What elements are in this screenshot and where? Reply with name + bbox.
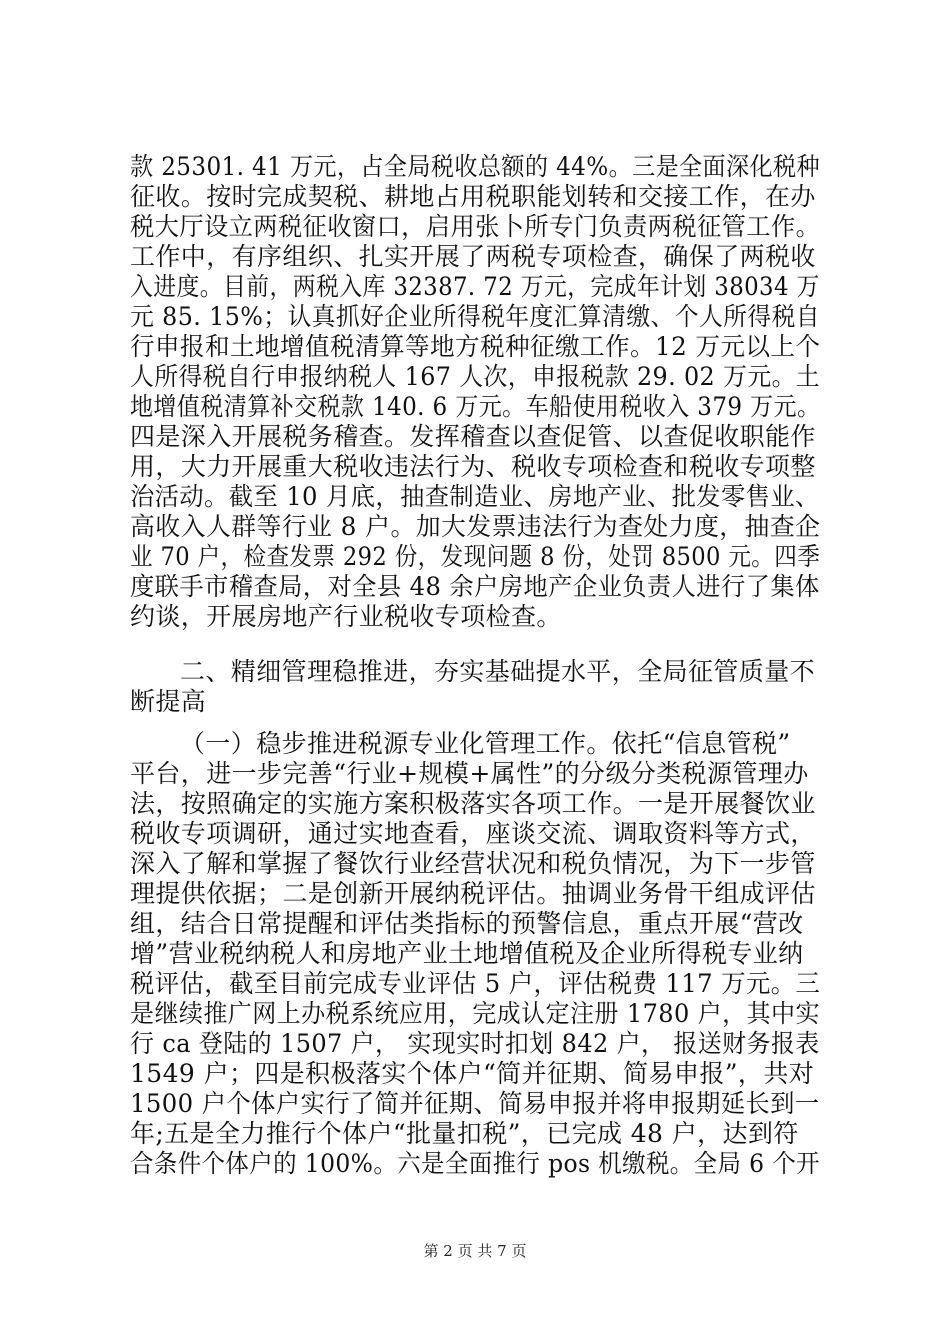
text-line: 四是深入开展税务稽查。发挥稽查以查促管、以查促收职能作 <box>130 422 816 451</box>
text-line: 1549 户；四是积极落实个体户“简并征期、简易申报”，共对 <box>130 1059 815 1088</box>
text-line: 税大厅设立两税征收窗口，启用张卜所专门负责两税征管工作。 <box>130 212 821 241</box>
text-line: 款 25301. 41 万元，占全局税收总额的 44%。三是全面深化税种 <box>130 152 821 181</box>
text-line: 用，大力开展重大税收违法行为、税收专项检查和税收专项整 <box>130 452 816 481</box>
text-line: 平台，进一步完善“行业+规模+属性”的分级分类税源管理办 <box>130 759 809 788</box>
text-line: 元 85. 15%；认真抓好企业所得税年度汇算清缴、个人所得税自 <box>130 302 821 331</box>
text-line: 深入了解和掌握了餐饮行业经营状况和税负情况，为下一步管 <box>130 849 816 878</box>
page-number: 第 2 页 共 7 页 <box>423 1242 527 1260</box>
text-line: 是继续推广网上办税系统应用，完成认定注册 1780 户，其中实 <box>130 999 820 1028</box>
text-line: 理提供依据；二是创新开展纳税评估。抽调业务骨干组成评估 <box>130 879 816 908</box>
text-line: 工作中，有序组织、扎实开展了两税专项检查，确保了两税收 <box>130 242 816 271</box>
text-line: 入进度。目前，两税入库 32387. 72 万元，完成年计划 38034 万 <box>130 272 820 301</box>
section-heading-continued: 断提高 <box>130 687 207 716</box>
text-line: 征收。按时完成契税、耕地占用税职能划转和交接工作，在办 <box>130 182 816 211</box>
text-line: 合条件个体户的 100%。六是全面推行 pos 机缴税。全局 6 个开 <box>130 1149 821 1178</box>
text-line: 行 ca 登陆的 1507 户， 实现实时扣划 842 户， 报送财务报表 <box>130 1029 820 1058</box>
text-line: 地增值税清算补交税款 140. 6 万元。车船使用税收入 379 万元。 <box>130 392 821 421</box>
text-line: 人所得税自行申报纳税人 167 人次，申报税款 29. 02 万元。土 <box>130 362 821 391</box>
text-line: 税收专项调研，通过实地查看，座谈交流、调取资料等方式， <box>130 819 816 848</box>
text-line: 行申报和土地增值税清算等地方税种征缴工作。12 万元以上个 <box>130 332 821 361</box>
text-line: 高收入人群等行业 8 户。加大发票违法行为查处力度，抽查企 <box>130 512 821 541</box>
text-line: 年;五是全力推行个体户“批量扣税”，已完成 48 户，达到符 <box>130 1119 799 1148</box>
text-line: 增”营业税纳税人和房地产业土地增值税及企业所得税专业纳 <box>130 939 804 968</box>
subsection-heading-line: （一）稳步推进税源专业化管理工作。依托“信息管税” <box>180 729 791 758</box>
text-line: 税评估，截至目前完成专业评估 5 户，评估税费 117 万元。三 <box>130 969 821 998</box>
text-line: 业 70 户，检查发票 292 份，发现问题 8 份，处罚 8500 元。四季 <box>130 542 821 571</box>
section-heading: 二、精细管理稳推进，夯实基础提水平，全局征管质量不 <box>180 657 816 686</box>
text-line: 约谈，开展房地产行业税收专项检查。 <box>130 602 562 631</box>
text-line: 组，结合日常提醒和评估类指标的预警信息，重点开展“营改 <box>130 909 804 938</box>
text-line: 1500 户个体户实行了简并征期、简易申报并将申报期延长到一 <box>130 1089 820 1118</box>
text-line: 治活动。截至 10 月底，抽查制造业、房地产业、批发零售业、 <box>130 482 820 511</box>
text-line: 法，按照确定的实施方案积极落实各项工作。一是开展餐饮业 <box>130 789 816 818</box>
text-line: 度联手市稽查局，对全县 48 余户房地产企业负责人进行了集体 <box>130 572 820 601</box>
